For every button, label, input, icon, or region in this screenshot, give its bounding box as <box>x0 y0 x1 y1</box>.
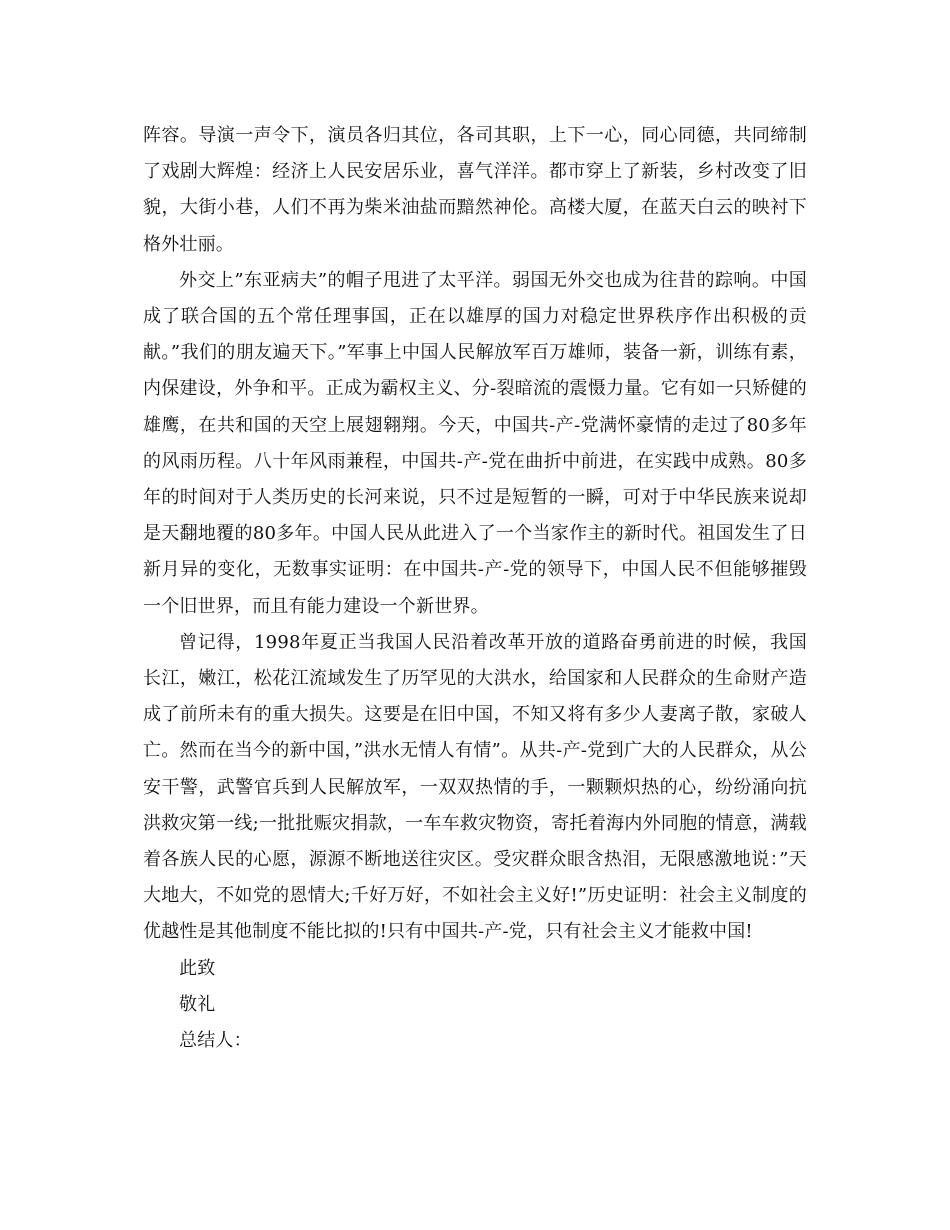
closing-regards: 敬礼 <box>179 993 216 1015</box>
closing-salutation: 此致 <box>179 957 216 979</box>
closing-signature-label: 总结人： <box>179 1030 252 1052</box>
paragraph-1: 阵容。导演一声令下，演员各归其位，各司其职，上下一心，同心同德，共同缔制了戏剧大辉煌：经济上人民安居乐业，喜气洋洋。都市穿上了新装，乡村改变了旧貌，大街小巷，人们不再为柴米油盐而黯然神伦。高楼大厦，在蓝天白云的映衬下格外壮丽。 <box>143 125 807 255</box>
paragraph-3: 曾记得，1998年夏正当我国人民沿着改革开放的道路奋勇前进的时候，我国长江，嫩江，松花江流域发生了历罕见的大洪水，给国家和人民群众的生命财产造成了前所未有的重大损失。这要是在旧中国，不知又将有多少人妻离子散，家破人亡。然而在当今的新中国，”洪水无情人有情”。从共-产-党到广大的人民群众，从公安干警，武警官兵到人民解放军，一双双热情的手，一颗颗炽热的心，纷纷涌向抗洪救灾第一线;一批批赈灾捐款，一车车救灾物资，寄托着海内外同胞的情意，满载着各族人民的心愿，源源不断地送往灾区。受灾群众眼含热泪，无限感激地说：”天大地大，不如党的恩情大;千好万好，不如社会主义好!”历史证明：社会主义制度的优越性是其他制度不能比拟的!只有中国共-产-党，只有社会主义才能救中国! <box>143 631 807 943</box>
paragraph-2: 外交上”东亚病夫”的帽子甩进了太平洋。弱国无外交也成为往昔的踪响。中国成了联合国的五个常任理事国，正在以雄厚的国力对稳定世界秩序作出积极的贡献。”我们的朋友遍天下。”军事上中国人民解放军百万雄师，装备一新，训练有素，内保建设，外争和平。正成为霸权主义、分-裂暗流的震慑力量。它有如一只矫健的雄鹰，在共和国的天空上展翅翱翔。今天，中国共-产-党满怀豪情的走过了80多年的风雨历程。八十年风雨兼程，中国共-产-党在曲折中前进，在实践中成熟。80多年的时间对于人类历史的长河来说，只不过是短暂的一瞬，可对于中华民族来说却是天翻地覆的80多年。中国人民从此进入了一个当家作主的新时代。祖国发生了日新月异的变化，无数事实证明：在中国共-产-党的领导下，中国人民不但能够摧毁一个旧世界，而且有能力建设一个新世界。 <box>143 269 807 617</box>
document-page <box>143 118 807 1059</box>
